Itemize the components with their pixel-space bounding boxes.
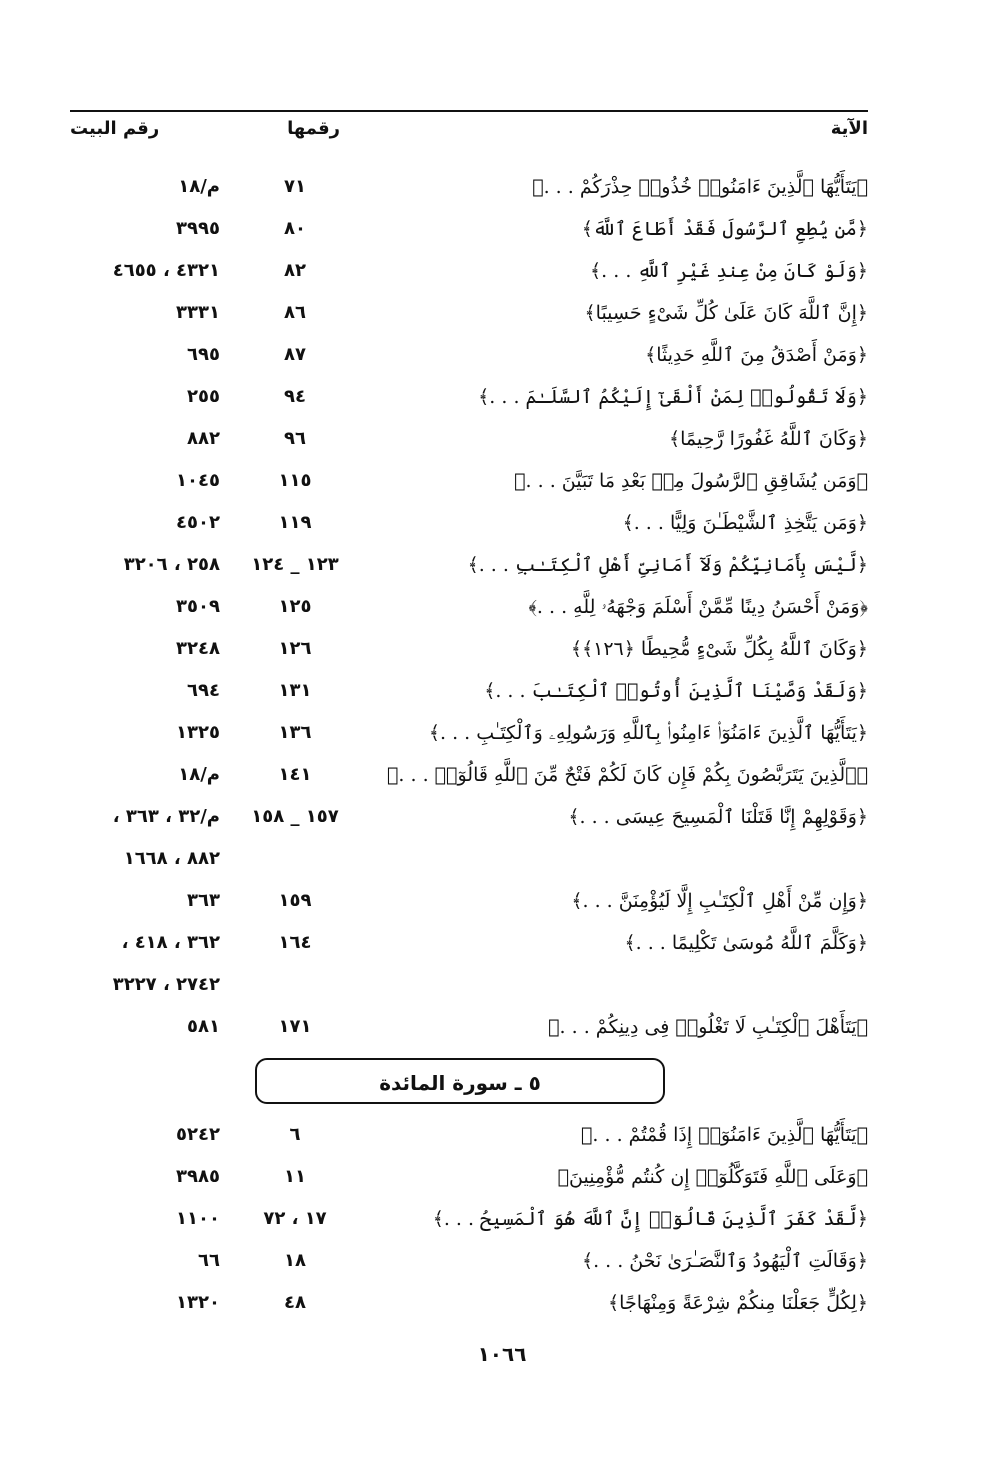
top-rule xyxy=(70,110,868,112)
verse-text: ﴿وَمَن يُشَاقِقِ ٱلرَّسُولَ مِنۢ بَعْدِ مَا تَبَيَّنَ . . .﴾ xyxy=(514,470,868,492)
bayt-number: ١٠٤٥ xyxy=(176,470,220,491)
verse-number: ٨٧ xyxy=(284,344,306,365)
table-row xyxy=(70,464,868,506)
verse-text: ﴿مَّن يُطِعِ ٱلرَّسُولَ فَقَدْ أَطَاعَ ٱللَّهَ﴾ xyxy=(581,218,868,240)
header-verse: الآية xyxy=(830,118,868,139)
header-bayt-number: رقم البيت xyxy=(70,118,160,139)
verse-text: ﴿وَإِن مِّنْ أَهْلِ ٱلْكِتَـٰبِ إِلَّا لَيُؤْمِنَنَّ . . .﴾ xyxy=(571,890,868,912)
verse-number: ١٤١ xyxy=(278,764,312,785)
bayt-number: ٥٢٤٢ xyxy=(176,1124,220,1145)
bayt-number: م/١٨ xyxy=(178,764,220,785)
bayt-number: ٥٨١ xyxy=(187,1016,220,1037)
bayt-number: ٢٧٤٢ ، ٣٢٢٧ xyxy=(112,974,220,995)
verse-number: ١٦٤ xyxy=(278,932,312,953)
bayt-number: ٨٨٢ xyxy=(187,428,220,449)
verse-text: ﴿وَلَقَدْ وَصَّيْنَا ٱلَّذِينَ أُوتُوا۟ ٱلْكِتَـٰبَ . . .﴾ xyxy=(484,680,868,702)
table-row xyxy=(70,170,868,212)
table-row xyxy=(70,674,868,716)
verse-number: ٦ xyxy=(289,1124,301,1145)
verse-number: ٩٦ xyxy=(284,428,306,449)
verse-text: ﴿وَقَالَتِ ٱلْيَهُودُ وَٱلنَّصَـٰرَىٰ نَحْنُ . . .﴾ xyxy=(581,1250,868,1272)
verse-number: ١٣١ xyxy=(278,680,312,701)
table-row xyxy=(70,548,868,590)
bayt-number: م/٣٢ ، ٣٦٣ ، xyxy=(112,806,220,827)
verse-text: ﴿وَعَلَى ٱللَّهِ فَتَوَكَّلُوٓا۟ إِن كُنتُم مُّؤْمِنِينَ﴾ xyxy=(557,1166,868,1188)
verse-index-table xyxy=(70,170,868,1328)
table-row xyxy=(70,422,868,464)
verse-number: ١٨ xyxy=(284,1250,306,1271)
verse-number: ١١ xyxy=(284,1166,306,1187)
verse-number: ٤٨ xyxy=(284,1292,306,1313)
header-verse-number: رقمها xyxy=(287,118,340,139)
table-row xyxy=(70,296,868,338)
verse-text: ﴿لَّيْسَ بِأَمَانِيِّكُمْ وَلَآ أَمَانِىِّ أَهْلِ ٱلْكِتَـٰبِ . . .﴾ xyxy=(467,554,868,576)
bayt-number: ٣٦٢ ، ٤١٨ ، xyxy=(121,932,220,953)
bayt-number: ٦٩٥ xyxy=(187,344,220,365)
verse-text: ﴿وَلَوْ كَانَ مِنْ عِندِ غَيْرِ ٱللَّهِ . . .﴾ xyxy=(590,260,868,282)
table-row xyxy=(70,1118,868,1160)
bayt-number: ٦٩٤ xyxy=(187,680,220,701)
verse-number: ٨٢ xyxy=(284,260,306,281)
bayt-number: ٣٦٣ xyxy=(187,890,220,911)
verse-number: ٨٦ xyxy=(284,302,306,323)
verse-number: ١١٩ xyxy=(278,512,312,533)
verse-text: ﴿وَمَنْ أَصْدَقُ مِنَ ٱللَّهِ حَدِيثًا﴾ xyxy=(645,344,868,366)
table-row xyxy=(70,1202,868,1244)
table-row xyxy=(70,590,868,632)
bayt-number: ٢٥٥ xyxy=(187,386,220,407)
verse-text: ﴿وَكَانَ ٱللَّهُ بِكُلِّ شَىْءٍ مُّحِيطًا ﴿١٢٦﴾﴾ xyxy=(570,638,868,660)
bayt-number: ٤٣٢١ ، ٤٦٥٥ xyxy=(112,260,220,281)
verse-number: ٩٤ xyxy=(284,386,306,407)
surah-nisa-rows xyxy=(70,170,868,1052)
verse-text: ﴿يَتَأَيُّهَا ٱلَّذِينَ ءَامَنُوٓا۟ ءَامِنُوا۟ بِٱللَّهِ وَرَسُولِهِۦ وَٱلْكِتَـٰبِ . . .﴾ xyxy=(428,722,868,744)
table-row xyxy=(70,254,868,296)
surah-maida-rows xyxy=(70,1118,868,1328)
verse-number: ١١٥ xyxy=(278,470,312,491)
bayt-number: م/١٨ xyxy=(178,176,220,197)
table-row xyxy=(70,1286,868,1328)
verse-number: ١٧ ، ٧٢ xyxy=(263,1208,327,1229)
verse-text: ﴿ٱلَّذِينَ يَتَرَبَّصُونَ بِكُمْ فَإِن كَانَ لَكُمْ فَتْحٌ مِّنَ ٱللَّهِ قَالُوٓا۟ . . .﴾ xyxy=(387,764,868,786)
table-row xyxy=(70,758,868,800)
verse-text: ﴿يَتَأَيُّهَا ٱلَّذِينَ ءَامَنُوا۟ خُذُوا۟ حِذْرَكُمْ . . .﴾ xyxy=(532,176,868,198)
surah-heading xyxy=(70,1054,868,1112)
verse-text: ﴿وَمَنْ أَحْسَنُ دِينًا مِّمَّنْ أَسْلَمَ وَجْهَهُۥ لِلَّهِ . . .﴾ xyxy=(528,596,868,618)
verse-number: ١٧١ xyxy=(278,1016,312,1037)
verse-number: ٧١ xyxy=(284,176,306,197)
verse-text: ﴿لِكُلٍّ جَعَلْنَا مِنكُمْ شِرْعَةً وَمِنْهَاجًا﴾ xyxy=(608,1292,868,1314)
verse-text: ﴿وَكَانَ ٱللَّهُ غَفُورًا رَّحِيمًا﴾ xyxy=(669,428,868,450)
table-row xyxy=(70,338,868,380)
bayt-number: ٦٦ xyxy=(198,1250,220,1271)
verse-text: ﴿إِنَّ ٱللَّهَ كَانَ عَلَىٰ كُلِّ شَىْءٍ حَسِيبًا﴾ xyxy=(584,302,868,324)
page-number: ١٠٦٦ xyxy=(477,1342,527,1366)
verse-text: ﴿وَمَن يَتَّخِذِ ٱلشَّيْطَـٰنَ وَلِيًّا . . .﴾ xyxy=(622,512,868,534)
bayt-number: ٣٩٨٥ xyxy=(176,1166,220,1187)
bayt-number: ٢٥٨ ، ٣٢٠٦ xyxy=(123,554,220,575)
table-row xyxy=(70,632,868,674)
bayt-number: ٣٣٣١ xyxy=(176,302,220,323)
verse-number: ١٢٦ xyxy=(278,638,312,659)
verse-text: ﴿وَقَوْلِهِمْ إِنَّا قَتَلْنَا ٱلْمَسِيحَ عِيسَى . . .﴾ xyxy=(568,806,868,828)
bayt-number: ٤٥٠٢ xyxy=(176,512,220,533)
verse-text: ﴿يَتَأَيُّهَا ٱلَّذِينَ ءَامَنُوٓا۟ إِذَا قُمْتُمْ . . .﴾ xyxy=(581,1124,868,1146)
verse-text: ﴿لَّقَدْ كَفَرَ ٱلَّذِينَ قَالُوٓا۟ إِنَّ ٱللَّهَ هُوَ ٱلْمَسِيحُ . . .﴾ xyxy=(432,1208,868,1230)
table-row xyxy=(70,1160,868,1202)
bayt-number: ١٣٢٠ xyxy=(176,1292,220,1313)
bayt-number: ٣٢٤٨ xyxy=(176,638,220,659)
table-row xyxy=(70,1010,868,1052)
table-row xyxy=(70,800,868,842)
verse-number: ١٥٧ _ ١٥٨ xyxy=(251,806,339,827)
verse-number: ١٢٥ xyxy=(278,596,312,617)
table-row xyxy=(70,1244,868,1286)
table-row xyxy=(70,380,868,422)
verse-number: ١٢٣ _ ١٢٤ xyxy=(251,554,339,575)
bayt-number: ٣٩٩٥ xyxy=(176,218,220,239)
table-row xyxy=(70,926,868,968)
verse-text: ﴿وَكَلَّمَ ٱللَّهُ مُوسَىٰ تَكْلِيمًا . . .﴾ xyxy=(624,932,868,954)
table-row xyxy=(70,842,868,884)
verse-number: ١٣٦ xyxy=(278,722,312,743)
bayt-number: ٣٥٠٩ xyxy=(176,596,220,617)
surah-title: ٥ ـ سورة المائدة xyxy=(255,1058,665,1104)
table-header xyxy=(70,118,868,152)
verse-text: ﴿وَلَا تَقُولُوا۟ لِمَنْ أَلْقَىٰٓ إِلَيْكُمُ ٱلسَّلَـٰمَ . . .﴾ xyxy=(478,386,868,408)
verse-text: ﴿يَتَأَهْلَ ٱلْكِتَـٰبِ لَا تَغْلُوا۟ فِى دِينِكُمْ . . .﴾ xyxy=(548,1016,868,1038)
bayt-number: ٨٨٢ ، ١٦٦٨ xyxy=(123,848,220,869)
table-row xyxy=(70,212,868,254)
table-row xyxy=(70,716,868,758)
table-row xyxy=(70,884,868,926)
verse-number: ١٥٩ xyxy=(278,890,312,911)
bayt-number: ١١٠٠ xyxy=(176,1208,220,1229)
table-row xyxy=(70,968,868,1010)
bayt-number: ١٣٢٥ xyxy=(176,722,220,743)
verse-number: ٨٠ xyxy=(284,218,306,239)
table-row xyxy=(70,506,868,548)
